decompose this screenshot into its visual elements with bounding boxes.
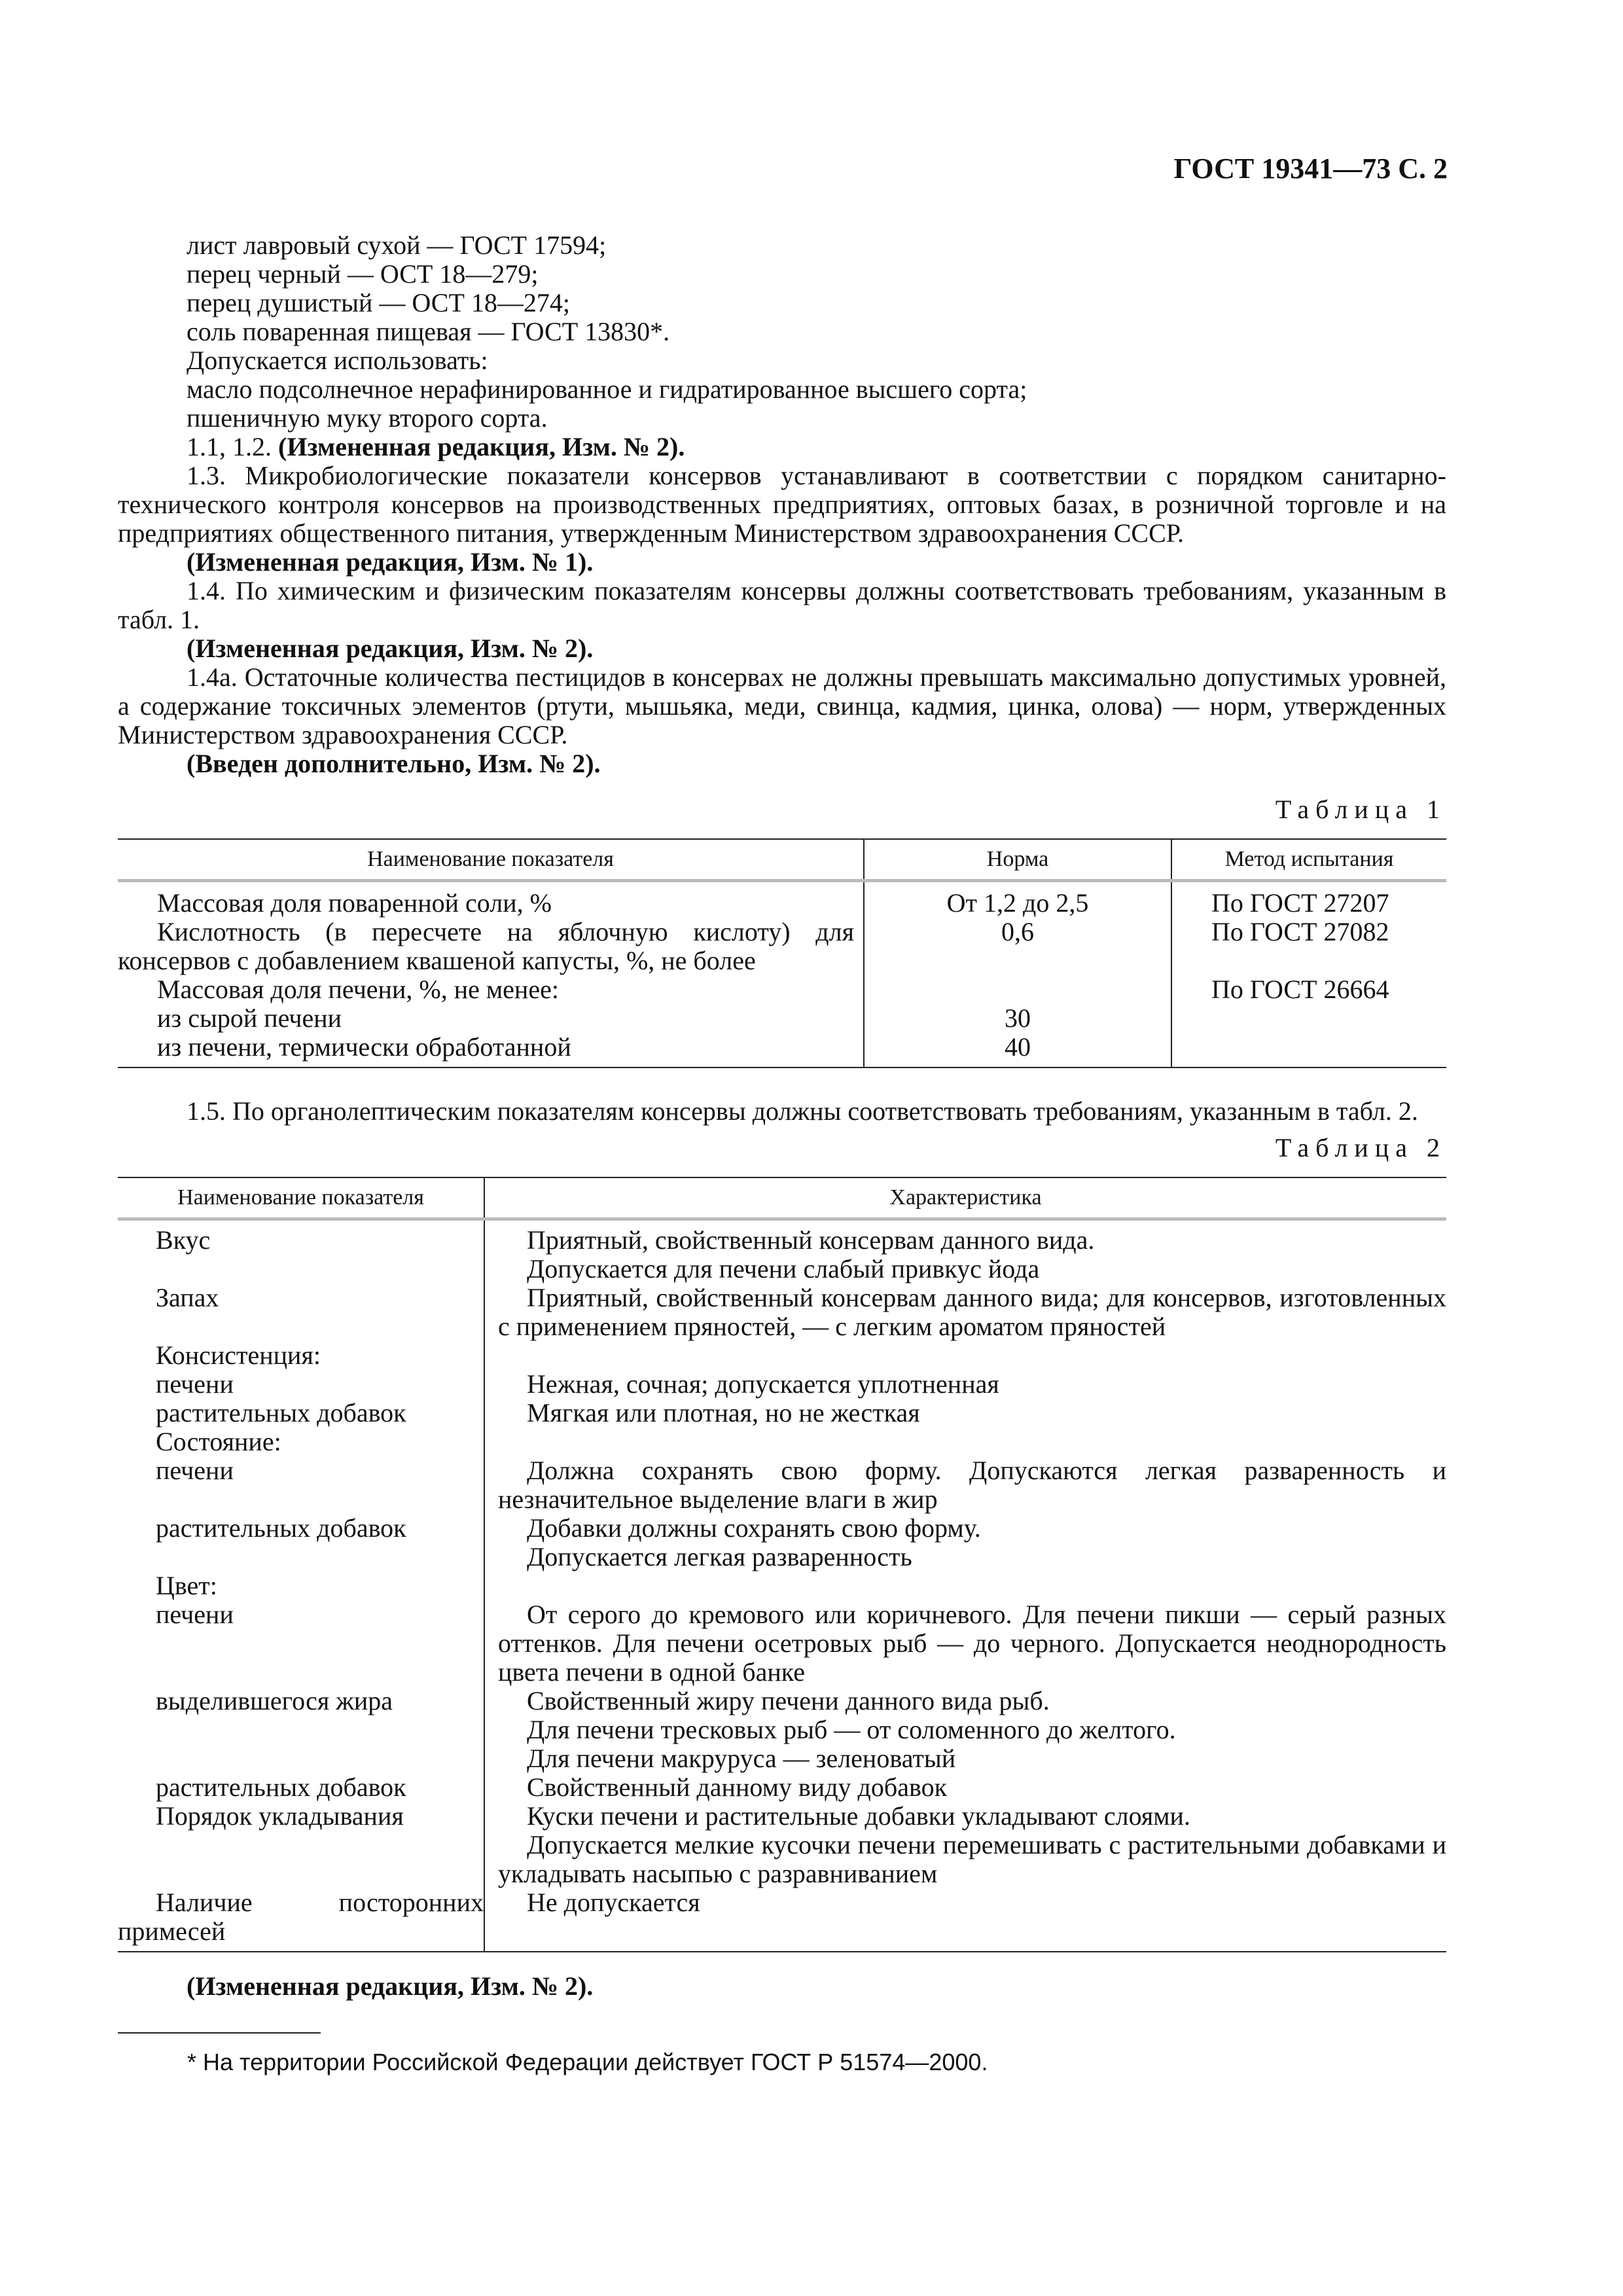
- table-2: [118, 1177, 1446, 1952]
- indicator-name: печени: [118, 1370, 484, 1399]
- table-row: [118, 1571, 1446, 1600]
- intro-line: лист лавровый сухой — ГОСТ 17594;: [187, 230, 607, 260]
- column-header: Метод испытания: [1171, 839, 1446, 881]
- table-header: [118, 1177, 1446, 1219]
- table-1: [118, 838, 1446, 1068]
- intro-list: [118, 231, 1446, 433]
- amendment-note: (Введен дополнительно, Изм. № 2).: [187, 749, 601, 778]
- indicator-name: Порядок укладывания: [118, 1802, 484, 1888]
- indicator-name: выделившегося жира: [118, 1687, 484, 1773]
- column-header: Характеристика: [484, 1177, 1446, 1219]
- table-row: [118, 1341, 1446, 1370]
- indicator-name: Состояние:: [118, 1427, 484, 1456]
- document-body: [118, 231, 1446, 2077]
- clause-1-4: 1.4. По химическим и физическим показателям консервы должны соответствовать требованиям, указанным в табл. 1.: [118, 576, 1446, 634]
- indicator-name: Вкус: [118, 1219, 484, 1284]
- amendment-note: (Измененная редакция, Изм. № 2).: [187, 634, 594, 663]
- table-header: [118, 839, 1446, 881]
- indicator-name: Консистенция:: [118, 1341, 484, 1370]
- characteristic: От серого до кремового или коричневого. Для печени пикши — серый разных оттенков. Для печени осетровых рыб — до черного. Допускается неоднородность цвета печени в одной банке: [498, 1600, 1446, 1687]
- footnote: * На территории Российской Федерации действует ГОСТ Р 51574—2000.: [187, 2049, 988, 2075]
- characteristic: Мягкая или плотная, но не жесткая: [527, 1398, 920, 1427]
- amendment-note: (Измененная редакция, Изм. № 1).: [187, 547, 594, 577]
- clause-1-3: 1.3. Микробиологические показатели консервов устанавливают в соответствии с порядком санитарно-технического контроля консервов на производственных предприятиях, оптовых базах, в розничной торговле и на предприятиях общественного питания, утвержденным Министерством здравоохранения СССР.: [118, 461, 1446, 548]
- footnote-divider: [118, 2032, 321, 2034]
- table-row: [118, 1399, 1446, 1427]
- column-header: Наименование показателя: [118, 839, 864, 881]
- characteristic: [484, 1571, 1446, 1600]
- intro-line: соль поваренная пищевая — ГОСТ 13830*.: [187, 317, 670, 346]
- page-header: ГОСТ 19341—73 С. 2: [1173, 152, 1448, 185]
- characteristic: Не допускается: [484, 1888, 1446, 1952]
- indicator-name: Наличие посторонних примесей: [118, 1888, 484, 1952]
- table-row: [118, 1427, 1446, 1456]
- table-row: [118, 1600, 1446, 1687]
- amendment-note: (Измененная редакция, Изм. № 2).: [278, 432, 685, 461]
- table1-caption: Таблица 1: [1275, 795, 1446, 824]
- table-row: из печени, термически обработанной 40: [118, 1033, 1446, 1067]
- table-row: из сырой печени 30: [118, 1004, 1446, 1033]
- indicator-name: растительных добавок: [118, 1773, 484, 1802]
- characteristic: [484, 1427, 1446, 1456]
- intro-line: пшеничную муку второго сорта.: [187, 403, 548, 433]
- clause-1-5: 1.5. По органолептическим показателям консервы должны соответствовать требованиям, указанным в табл. 2.: [187, 1096, 1418, 1126]
- table-row: Массовая доля печени, %, не менее: По ГОСТ 26664: [118, 975, 1446, 1004]
- intro-line: перец черный — ОСТ 18—279;: [187, 259, 539, 289]
- table2-caption: Таблица 2: [1275, 1133, 1446, 1162]
- table-row: [118, 1219, 1446, 1284]
- table-row: Кислотность (в пересчете на яблочную кислоту) для консервов с добавлением квашеной капусты, %, не более 0,6 По ГОСТ 27082: [118, 917, 1389, 975]
- table-row: [118, 1773, 1446, 1802]
- characteristic: Приятный, свойственный консервам данного вида. Допускается для печени слабый привкус йода: [527, 1225, 1095, 1283]
- characteristic: Свойственный жиру печени данного вида рыб. Для печени тресковых рыб — от соломенного до желтого. Для печени макруруса — зеленоватый: [527, 1686, 1176, 1773]
- table-row: [118, 1888, 1446, 1952]
- characteristic: Приятный, свойственный консервам данного вида; для консервов, изготовленных с применением пряностей, — с легким ароматом пряностей: [498, 1283, 1446, 1341]
- characteristic: Нежная, сочная; допускается уплотненная: [527, 1369, 999, 1399]
- indicator-name: печени: [118, 1456, 484, 1514]
- indicator-name: растительных добавок: [118, 1514, 484, 1571]
- table-row: [118, 1456, 1446, 1514]
- clause-1-1: 1.1, 1.2. (Измененная редакция, Изм. № 2).: [187, 432, 685, 461]
- indicator-name: печени: [118, 1600, 484, 1687]
- table-row: [118, 1283, 1446, 1341]
- amendment-note: (Измененная редакция, Изм. № 2).: [187, 1971, 594, 2001]
- clause-1-4a: 1.4а. Остаточные количества пестицидов в консервах не должны превышать максимально допустимых уровней, а содержание токсичных элементов (ртути, мышьяка, меди, свинца, кадмия, цинка, олова) — норм, утвержденных Министерством здравоохранения СССР.: [118, 662, 1446, 749]
- intro-line: Допускается использовать:: [187, 346, 488, 375]
- indicator-name: Цвет:: [118, 1571, 484, 1600]
- column-header: Наименование показателя: [118, 1177, 484, 1219]
- table-row: [118, 1687, 1446, 1773]
- intro-line: масло подсолнечное нерафинированное и гидратированное высшего сорта;: [187, 374, 1027, 404]
- characteristic: Куски печени и растительные добавки укладывают слоями. Допускается мелкие кусочки печени перемешивать с растительными добавками и укладывать насыпью с разравниванием: [498, 1801, 1446, 1888]
- intro-line: перец душистый — ОСТ 18—274;: [187, 288, 570, 317]
- indicator-name: растительных добавок: [118, 1399, 484, 1427]
- column-header: Норма: [864, 839, 1171, 881]
- indicator-name: Запах: [118, 1283, 484, 1341]
- characteristic: Добавки должны сохранять свою форму. Допускается легкая разваренность: [527, 1513, 981, 1571]
- characteristic: Должна сохранять свою форму. Допускаются легкая разваренность и незначительное выделение влаги в жир: [498, 1456, 1446, 1514]
- table-row: [118, 1370, 1446, 1399]
- table-row: [118, 1514, 1446, 1571]
- table-row: [118, 1802, 1446, 1888]
- table-row: Массовая доля поваренной соли, % От 1,2 до 2,5 По ГОСТ 27207: [118, 881, 1446, 918]
- characteristic: Свойственный данному виду добавок: [527, 1772, 948, 1802]
- characteristic: [484, 1341, 1446, 1370]
